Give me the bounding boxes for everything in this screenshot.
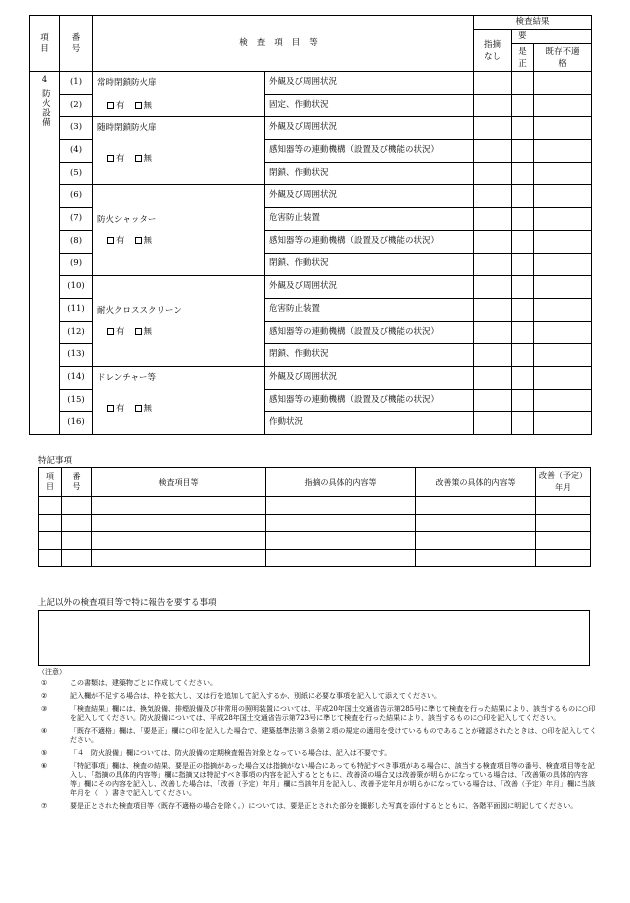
result-existing-nonconform-cell[interactable] bbox=[534, 253, 592, 276]
caution-number: ⑤ bbox=[41, 749, 48, 757]
checkbox-icon[interactable] bbox=[107, 328, 114, 335]
caution-item bbox=[38, 802, 598, 811]
inspection-item: 外観及び周囲状況 bbox=[265, 366, 474, 389]
notes-header-inspection-items: 検査項目等 bbox=[92, 468, 266, 497]
category-cell bbox=[30, 72, 60, 435]
device-cell bbox=[93, 366, 265, 434]
notes-header-date: 改善（予定）年月 bbox=[536, 468, 591, 497]
presence-no-option[interactable] bbox=[135, 101, 153, 111]
notes-cell[interactable] bbox=[536, 514, 591, 532]
presence-no-option[interactable] bbox=[135, 327, 153, 337]
notes-cell[interactable] bbox=[536, 532, 591, 550]
result-needs-fix-cell[interactable] bbox=[512, 162, 534, 185]
inspection-item: 危害防止装置 bbox=[265, 208, 474, 231]
notes-cell[interactable] bbox=[39, 497, 62, 515]
result-existing-nonconform-cell[interactable] bbox=[534, 344, 592, 367]
notes-cell[interactable] bbox=[416, 514, 536, 532]
inspection-row bbox=[30, 117, 592, 140]
presence-yes-option[interactable] bbox=[107, 154, 125, 164]
result-no-finding-cell[interactable] bbox=[474, 321, 512, 344]
inspection-item: 感知器等の連動機構（設置及び機能の状況） bbox=[265, 140, 474, 163]
caution-list bbox=[38, 679, 598, 811]
row-number: (3) bbox=[60, 117, 93, 140]
result-needs-fix-cell[interactable] bbox=[512, 253, 534, 276]
inspection-item: 感知器等の連動機構（設置及び機能の状況） bbox=[265, 321, 474, 344]
inspection-item: 感知器等の連動機構（設置及び機能の状況） bbox=[265, 389, 474, 412]
presence-yes-label: 有 bbox=[116, 154, 125, 165]
inspection-item: 外観及び周囲状況 bbox=[265, 185, 474, 208]
result-needs-fix-cell[interactable] bbox=[512, 344, 534, 367]
special-notes-title: 特記事項 bbox=[38, 456, 73, 466]
row-number: (14) bbox=[60, 366, 93, 389]
presence-yes-label: 有 bbox=[116, 236, 125, 247]
notes-cell[interactable] bbox=[416, 532, 536, 550]
presence-yes-label: 有 bbox=[116, 403, 125, 414]
inspection-item: 作動状況 bbox=[265, 412, 474, 435]
result-no-finding-cell[interactable] bbox=[474, 117, 512, 140]
checkbox-icon[interactable] bbox=[107, 405, 114, 412]
notes-cell[interactable] bbox=[92, 497, 266, 515]
presence-yes-label: 有 bbox=[116, 327, 125, 338]
row-number: (12) bbox=[60, 321, 93, 344]
presence-no-option[interactable] bbox=[135, 404, 153, 414]
inspection-item: 閉鎖、作動状況 bbox=[265, 253, 474, 276]
inspection-item: 外観及び周囲状況 bbox=[265, 276, 474, 299]
caution-text: 「特記事項」欄は、検査の結果、要是正の指摘があった場合又は指摘がない場合にあっても特記すべき事項がある場合に、該当する検査項目等の番号、検査項目等を記入し、「指摘の具体的内容等」欄に指摘又は特記すべき事項の内容を記入するとともに、改善済の場合又は改善策が明らかになっている場合は、「改善策の具体的内容等」欄にその内容を記入し、改善した場合は、「改善（予定）年月」欄に当該年月を記入し、改善予定年月が明らかになっている場合は、「改善（予定）年月」欄に当該年月を（ ）書きで記入してください。 bbox=[70, 762, 595, 797]
inspection-item: 閉鎖、作動状況 bbox=[265, 162, 474, 185]
device-name: 耐火クロススクリーン bbox=[97, 306, 182, 317]
result-existing-nonconform-cell[interactable] bbox=[534, 140, 592, 163]
device-name: ドレンチャー等 bbox=[97, 372, 157, 383]
caution-number: ③ bbox=[41, 705, 48, 713]
notes-cell[interactable] bbox=[62, 549, 92, 567]
caution-number: ⑥ bbox=[41, 762, 48, 770]
row-number: (7) bbox=[60, 208, 93, 231]
row-number: (15) bbox=[60, 389, 93, 412]
presence-yes-option[interactable] bbox=[107, 404, 125, 414]
notes-cell[interactable] bbox=[39, 549, 62, 567]
inspection-item: 固定、作動状況 bbox=[265, 94, 474, 117]
notes-cell[interactable] bbox=[266, 497, 416, 515]
result-no-finding-cell[interactable] bbox=[474, 72, 512, 95]
checkbox-icon[interactable] bbox=[135, 328, 142, 335]
result-existing-nonconform-cell[interactable] bbox=[534, 94, 592, 117]
result-needs-fix-cell[interactable] bbox=[512, 389, 534, 412]
caution-text: 「既存不適格」欄は、「要是正」欄に○印を記入した場合で、建築基準法第３条第２項の規定の適用を受けているものであることが確認されたときは、○印を記入してください。 bbox=[70, 727, 597, 744]
caution-item bbox=[38, 679, 598, 688]
inspection-row bbox=[30, 276, 592, 299]
presence-options bbox=[97, 328, 264, 338]
row-number: (10) bbox=[60, 276, 93, 299]
notes-cell[interactable] bbox=[536, 549, 591, 567]
checkbox-icon[interactable] bbox=[107, 102, 114, 109]
result-existing-nonconform-cell[interactable] bbox=[534, 366, 592, 389]
result-existing-nonconform-cell[interactable] bbox=[534, 117, 592, 140]
presence-no-label: 無 bbox=[143, 327, 153, 338]
row-number: (2) bbox=[60, 94, 93, 117]
category-number: 4 bbox=[41, 75, 48, 85]
presence-options bbox=[97, 155, 264, 165]
row-number: (11) bbox=[60, 298, 93, 321]
caution-text: 「検査結果」欄には、換気設備、排煙設備及び非常用の照明装置については、平成20年国土交通省告示第285号に準じて検査を行った結果により、該当するものに○印を記入してください。防火設備については、平成28年国土交通省告示第723号に準じて検査を行った結果により、該当するものに○印を記入してください。 bbox=[70, 705, 596, 722]
presence-no-option[interactable] bbox=[135, 154, 153, 164]
notes-cell[interactable] bbox=[416, 497, 536, 515]
device-name: 随時閉鎖防火扉 bbox=[97, 123, 157, 134]
result-existing-nonconform-cell[interactable] bbox=[534, 208, 592, 231]
result-no-finding-cell[interactable] bbox=[474, 412, 512, 435]
result-needs-fix-cell[interactable] bbox=[512, 185, 534, 208]
notes-cell[interactable] bbox=[92, 549, 266, 567]
result-existing-nonconform-cell[interactable] bbox=[534, 185, 592, 208]
other-items-textarea[interactable] bbox=[38, 610, 590, 666]
notes-cell[interactable] bbox=[536, 497, 591, 515]
presence-no-label: 無 bbox=[143, 236, 153, 247]
checkbox-icon[interactable] bbox=[107, 155, 114, 162]
result-no-finding-cell[interactable] bbox=[474, 276, 512, 299]
notes-cell[interactable] bbox=[92, 514, 266, 532]
header-needs-fix-lower: 是 正 bbox=[512, 44, 534, 72]
presence-yes-option[interactable] bbox=[107, 236, 125, 246]
caution-text: 要是正とされた検査項目等（既存不適格の場合を除く。）については、要是正とされた部分を撮影した写真を添付するとともに、各階平面図に明記してください。 bbox=[70, 802, 578, 810]
notes-cell[interactable] bbox=[39, 532, 62, 550]
device-cell bbox=[93, 72, 265, 117]
presence-yes-option[interactable] bbox=[107, 327, 125, 337]
notes-cell[interactable] bbox=[266, 514, 416, 532]
checkbox-icon[interactable] bbox=[135, 155, 142, 162]
inspection-item: 外観及び周囲状況 bbox=[265, 117, 474, 140]
result-no-finding-cell[interactable] bbox=[474, 94, 512, 117]
result-existing-nonconform-cell[interactable] bbox=[534, 72, 592, 95]
result-existing-nonconform-cell[interactable] bbox=[534, 389, 592, 412]
other-items-title: 上記以外の検査項目等で特に報告を要する事項 bbox=[38, 598, 217, 608]
result-no-finding-cell[interactable] bbox=[474, 344, 512, 367]
checkbox-icon[interactable] bbox=[135, 405, 142, 412]
result-existing-nonconform-cell[interactable] bbox=[534, 321, 592, 344]
caution-text: 「４ 防火設備」欄については、防火設備の定期検査報告対象となっている場合は、記入は不要です。 bbox=[70, 749, 392, 757]
result-needs-fix-cell[interactable] bbox=[512, 321, 534, 344]
result-no-finding-cell[interactable] bbox=[474, 366, 512, 389]
checkbox-icon[interactable] bbox=[135, 102, 142, 109]
header-inspection-result: 検査結果 bbox=[474, 16, 592, 30]
caution-label: （注意） bbox=[38, 668, 66, 676]
row-number: (8) bbox=[60, 230, 93, 253]
device-cell bbox=[93, 276, 265, 367]
device-name: 常時閉鎖防火扉 bbox=[97, 78, 157, 88]
presence-no-option[interactable] bbox=[135, 236, 153, 246]
inspection-item: 閉鎖、作動状況 bbox=[265, 344, 474, 367]
inspection-row bbox=[30, 185, 592, 208]
caution-item bbox=[38, 727, 598, 745]
notes-header-no: 番号 bbox=[62, 468, 92, 497]
result-needs-fix-cell[interactable] bbox=[512, 366, 534, 389]
notes-cell[interactable] bbox=[416, 549, 536, 567]
result-no-finding-cell[interactable] bbox=[474, 389, 512, 412]
checkbox-icon[interactable] bbox=[107, 237, 114, 244]
result-existing-nonconform-cell[interactable] bbox=[534, 298, 592, 321]
presence-options bbox=[97, 405, 264, 415]
presence-no-label: 無 bbox=[143, 101, 153, 111]
result-needs-fix-cell[interactable] bbox=[512, 412, 534, 435]
header-existing-nonconform: 既存不適格 bbox=[534, 44, 592, 72]
notes-cell[interactable] bbox=[62, 514, 92, 532]
row-number: (9) bbox=[60, 253, 93, 276]
row-number: (13) bbox=[60, 344, 93, 367]
notes-cell[interactable] bbox=[266, 549, 416, 567]
caution-item bbox=[38, 749, 598, 758]
header-no-finding: 指摘なし bbox=[474, 30, 512, 72]
notes-cell[interactable] bbox=[62, 532, 92, 550]
result-no-finding-cell[interactable] bbox=[474, 185, 512, 208]
presence-yes-label: 有 bbox=[116, 101, 125, 111]
result-no-finding-cell[interactable] bbox=[474, 298, 512, 321]
inspection-row bbox=[30, 72, 592, 95]
notes-header-findings: 指摘の具体的内容等 bbox=[266, 468, 416, 497]
result-needs-fix-cell[interactable] bbox=[512, 276, 534, 299]
row-number: (5) bbox=[60, 162, 93, 185]
header-inspection-items: 検査項目等 bbox=[93, 16, 474, 72]
inspection-table bbox=[29, 15, 592, 435]
result-no-finding-cell[interactable] bbox=[474, 208, 512, 231]
header-needs-fix: 要 bbox=[512, 30, 592, 44]
caution-item bbox=[38, 692, 598, 701]
presence-no-label: 無 bbox=[143, 154, 153, 165]
notes-header-item: 項目 bbox=[39, 468, 62, 497]
caution-number: ④ bbox=[41, 727, 48, 735]
caution-item bbox=[38, 762, 598, 798]
inspection-item: 危害防止装置 bbox=[265, 298, 474, 321]
row-number: (4) bbox=[60, 140, 93, 163]
inspection-row bbox=[30, 366, 592, 389]
notes-cell[interactable] bbox=[39, 514, 62, 532]
caution-number: ② bbox=[41, 692, 48, 700]
notes-cell[interactable] bbox=[266, 532, 416, 550]
presence-options bbox=[97, 102, 264, 112]
device-cell bbox=[93, 185, 265, 276]
presence-no-label: 無 bbox=[143, 403, 153, 414]
result-needs-fix-cell[interactable] bbox=[512, 72, 534, 95]
result-no-finding-cell[interactable] bbox=[474, 140, 512, 163]
device-cell bbox=[93, 117, 265, 185]
checkbox-icon[interactable] bbox=[135, 237, 142, 244]
caution-text: この書類は、建築物ごとに作成してください。 bbox=[70, 679, 217, 687]
result-existing-nonconform-cell[interactable] bbox=[534, 276, 592, 299]
category-name: 防火設備 bbox=[40, 88, 51, 127]
device-name: 防火シャッター bbox=[97, 215, 157, 226]
result-needs-fix-cell[interactable] bbox=[512, 298, 534, 321]
inspection-item: 感知器等の連動機構（設置及び機能の状況） bbox=[265, 230, 474, 253]
result-existing-nonconform-cell[interactable] bbox=[534, 230, 592, 253]
result-needs-fix-cell[interactable] bbox=[512, 208, 534, 231]
presence-yes-option[interactable] bbox=[107, 101, 125, 111]
result-needs-fix-cell[interactable] bbox=[512, 117, 534, 140]
notes-header-fix: 改善策の具体的内容等 bbox=[416, 468, 536, 497]
notes-cell[interactable] bbox=[62, 497, 92, 515]
result-needs-fix-cell[interactable] bbox=[512, 140, 534, 163]
inspection-item: 外観及び周囲状況 bbox=[265, 72, 474, 95]
notes-cell[interactable] bbox=[92, 532, 266, 550]
row-number: (16) bbox=[60, 412, 93, 435]
caution-section bbox=[38, 668, 598, 815]
caution-item bbox=[38, 705, 598, 723]
special-notes-table bbox=[38, 467, 591, 567]
result-existing-nonconform-cell[interactable] bbox=[534, 412, 592, 435]
result-needs-fix-cell[interactable] bbox=[512, 94, 534, 117]
result-no-finding-cell[interactable] bbox=[474, 230, 512, 253]
result-no-finding-cell[interactable] bbox=[474, 253, 512, 276]
caution-text: 記入欄が不足する場合は、枠を拡大し、又は行を追加して記入するか、別紙に必要な事項を記入して添えてください。 bbox=[70, 692, 441, 700]
result-no-finding-cell[interactable] bbox=[474, 162, 512, 185]
caution-number: ① bbox=[41, 679, 48, 687]
row-number: (6) bbox=[60, 185, 93, 208]
header-item: 項目 bbox=[30, 16, 60, 72]
result-needs-fix-cell[interactable] bbox=[512, 230, 534, 253]
row-number: (1) bbox=[60, 72, 93, 95]
result-existing-nonconform-cell[interactable] bbox=[534, 162, 592, 185]
caution-number: ⑦ bbox=[41, 802, 48, 810]
header-no: 番号 bbox=[60, 16, 93, 72]
presence-options bbox=[97, 237, 264, 247]
